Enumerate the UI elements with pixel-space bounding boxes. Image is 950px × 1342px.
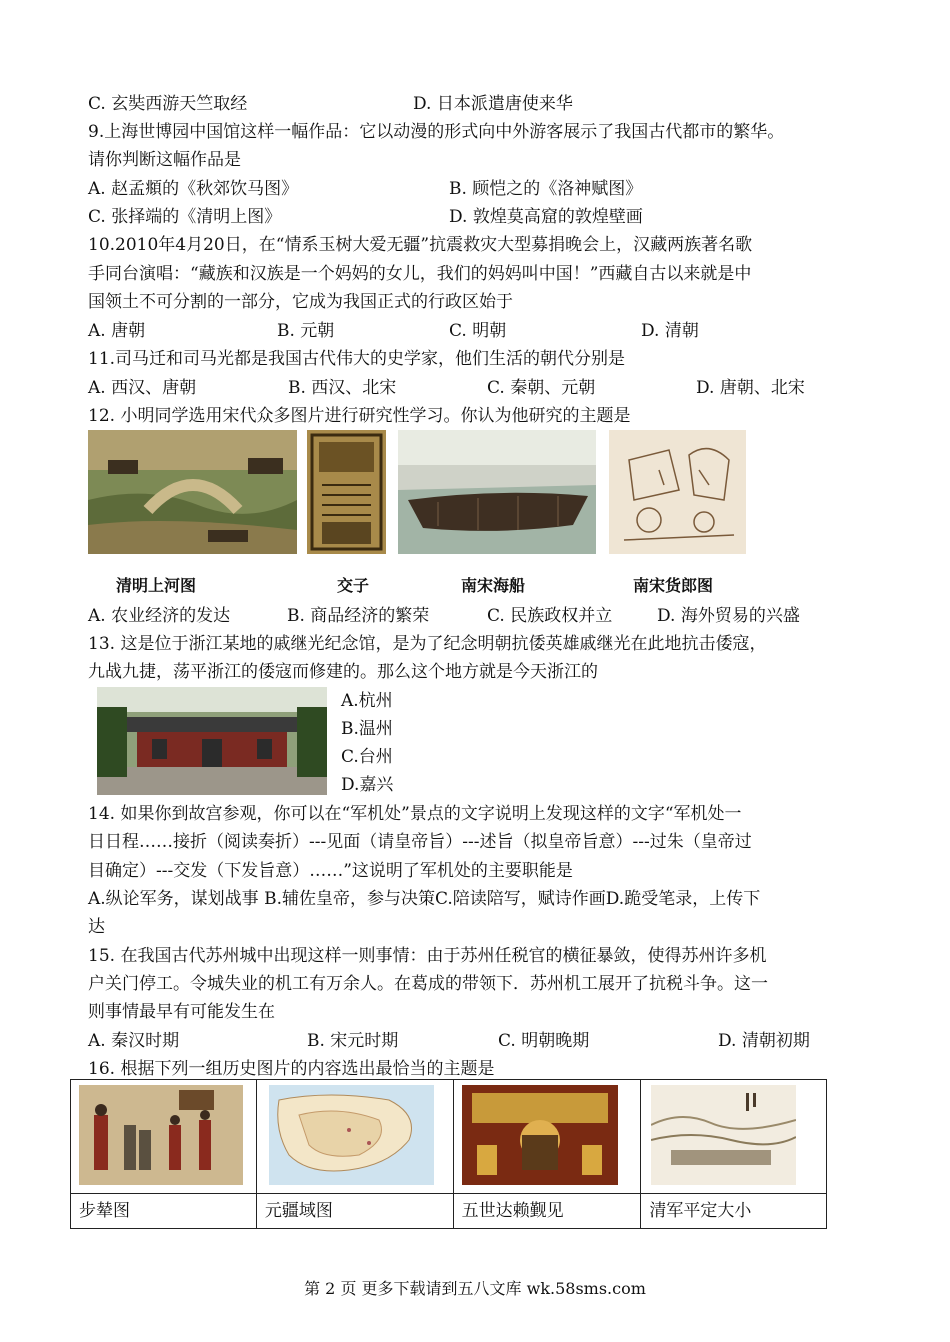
q16-caption-2: 元疆域图 (256, 1194, 453, 1229)
q15-option-a: A. 秦汉时期 (88, 1031, 180, 1051)
q14-options-line-1: A.纵论军务，谋划战事 B.辅佐皇帝，参与决策C.陪读陪写，赋诗作画D.跪受笔录，上传下 (88, 889, 761, 909)
q10-stem-line-2: 手同台演唱：“藏族和汉族是一个妈妈的女儿，我们的妈妈叫中国！”西藏自古以来就是中 (88, 264, 752, 284)
q11-option-b: B. 西汉、北宋 (288, 378, 397, 398)
q9-option-b: B. 顾恺之的《洛神赋图》 (449, 179, 643, 199)
q14-stem-line-2: 日日程……接折（阅读奏折）---见面（请皇帝旨）---述旨（拟皇帝旨意）---过朱（皇帝过 (88, 832, 752, 852)
q12-caption-3: 南宋海船 (461, 576, 526, 595)
q16-caption-4: 清军平定大小 (641, 1194, 827, 1229)
q15-stem-line-2: 户关门停工。令城失业的机工有万余人。在葛成的带领下．苏州机工展开了抗税斗争。这一 (88, 974, 768, 994)
q11-stem-line-1: 11.司马迁和司马光都是我国古代伟大的史学家，他们生活的朝代分别是 (88, 349, 626, 369)
q13-option-b: B.温州 (341, 719, 393, 739)
q16-image-cell-2 (256, 1080, 453, 1194)
jiaozi-banknote-image (307, 430, 386, 554)
q16-stem-line-1: 16. 根据下列一组历史图片的内容选出最恰当的主题是 (88, 1059, 495, 1079)
qingming-painting-image (88, 430, 297, 554)
q15-option-b: B. 宋元时期 (307, 1031, 399, 1051)
q14-options-line-2: 达 (88, 917, 105, 937)
q16-caption-3: 五世达赖觐见 (453, 1194, 641, 1229)
q13-option-c: C.台州 (341, 747, 393, 767)
q16-image-cell-4 (641, 1080, 827, 1194)
q11-option-a: A. 西汉、唐朝 (88, 378, 197, 398)
peddler-painting-image (609, 430, 746, 554)
q16-picture-table (70, 1079, 827, 1229)
q13-stem-line-1: 13. 这是位于浙江某地的戚继光纪念馆，是为了纪念明朝抗倭英雄戚继光在此地抗击倭寇， (88, 634, 767, 654)
q9-stem-line-1: 9.上海世博园中国馆这样一幅作品：它以动漫的形式向中外游客展示了我国古代都市的繁华。 (88, 122, 785, 142)
q10-option-c: C. 明朝 (449, 321, 507, 341)
q13-option-a: A.杭州 (341, 691, 393, 711)
q15-stem-line-1: 15. 在我国古代苏州城中出现这样一则事情：由于苏州任税官的横征暴敛，使得苏州许多机 (88, 946, 767, 966)
q15-option-c: C. 明朝晚期 (498, 1031, 590, 1051)
q15-option-d: D. 清朝初期 (718, 1031, 810, 1051)
q8-option-c: C. 玄奘西游天竺取经 (88, 94, 248, 114)
q10-option-b: B. 元朝 (277, 321, 335, 341)
q15-stem-line-3: 则事情最早有可能发生在 (88, 1002, 275, 1022)
dalai-lama-audience-image (462, 1085, 618, 1185)
q12-option-c: C. 民族政权并立 (487, 606, 613, 626)
q16-image-cell-1 (71, 1080, 257, 1194)
q13-stem-line-2: 九战九捷，荡平浙江的倭寇而修建的。那么这个地方就是今天浙江的 (88, 662, 598, 682)
qing-campaign-painting-image (651, 1085, 796, 1185)
q16-image-cell-3 (453, 1080, 641, 1194)
q9-option-c: C. 张择端的《清明上图》 (88, 207, 282, 227)
q12-caption-4: 南宋货郎图 (633, 576, 714, 595)
q12-option-b: B. 商品经济的繁荣 (287, 606, 430, 626)
q10-stem-line-3: 国领土不可分割的一部分，它成为我国正式的行政区始于 (88, 292, 513, 312)
q14-stem-line-3: 目确定）---交发（下发旨意）……”这说明了军机处的主要职能是 (88, 861, 573, 881)
q12-caption-1: 清明上河图 (116, 576, 197, 595)
q16-caption-1: 步辇图 (71, 1194, 257, 1229)
q10-option-a: A. 唐朝 (88, 321, 146, 341)
q9-stem-line-2: 请你判断这幅作品是 (88, 150, 241, 170)
q12-option-d: D. 海外贸易的兴盛 (657, 606, 800, 626)
song-ship-image (398, 430, 596, 554)
buniantu-painting-image (79, 1085, 243, 1185)
memorial-hall-image (97, 687, 327, 795)
q12-stem-line-1: 12. 小明同学选用宋代众多图片进行研究性学习。你认为他研究的主题是 (88, 406, 631, 426)
q12-option-a: A. 农业经济的发达 (88, 606, 231, 626)
page-footer: 第 2 页 更多下载请到五八文库 wk.58sms.com (304, 1279, 646, 1298)
yuan-territory-map-image (269, 1085, 434, 1185)
q9-option-a: A. 赵孟頫的《秋郊饮马图》 (88, 179, 299, 199)
q14-stem-line-1: 14. 如果你到故宫参观，你可以在“军机处”景点的文字说明上发现这样的文字“军机处一 (88, 804, 742, 824)
q11-option-c: C. 秦朝、元朝 (487, 378, 596, 398)
q10-stem-line-1: 10.2010年4月20日，在“情系玉树大爱无疆”抗震救灾大型募捐晚会上，汉藏两族著名歌 (88, 235, 753, 255)
q8-option-d: D. 日本派遣唐使来华 (413, 94, 573, 114)
q12-caption-2: 交子 (337, 576, 370, 595)
q11-option-d: D. 唐朝、北宋 (696, 378, 805, 398)
q13-option-d: D.嘉兴 (341, 775, 394, 795)
q10-option-d: D. 清朝 (641, 321, 699, 341)
q9-option-d: D. 敦煌莫高窟的敦煌壁画 (449, 207, 643, 227)
